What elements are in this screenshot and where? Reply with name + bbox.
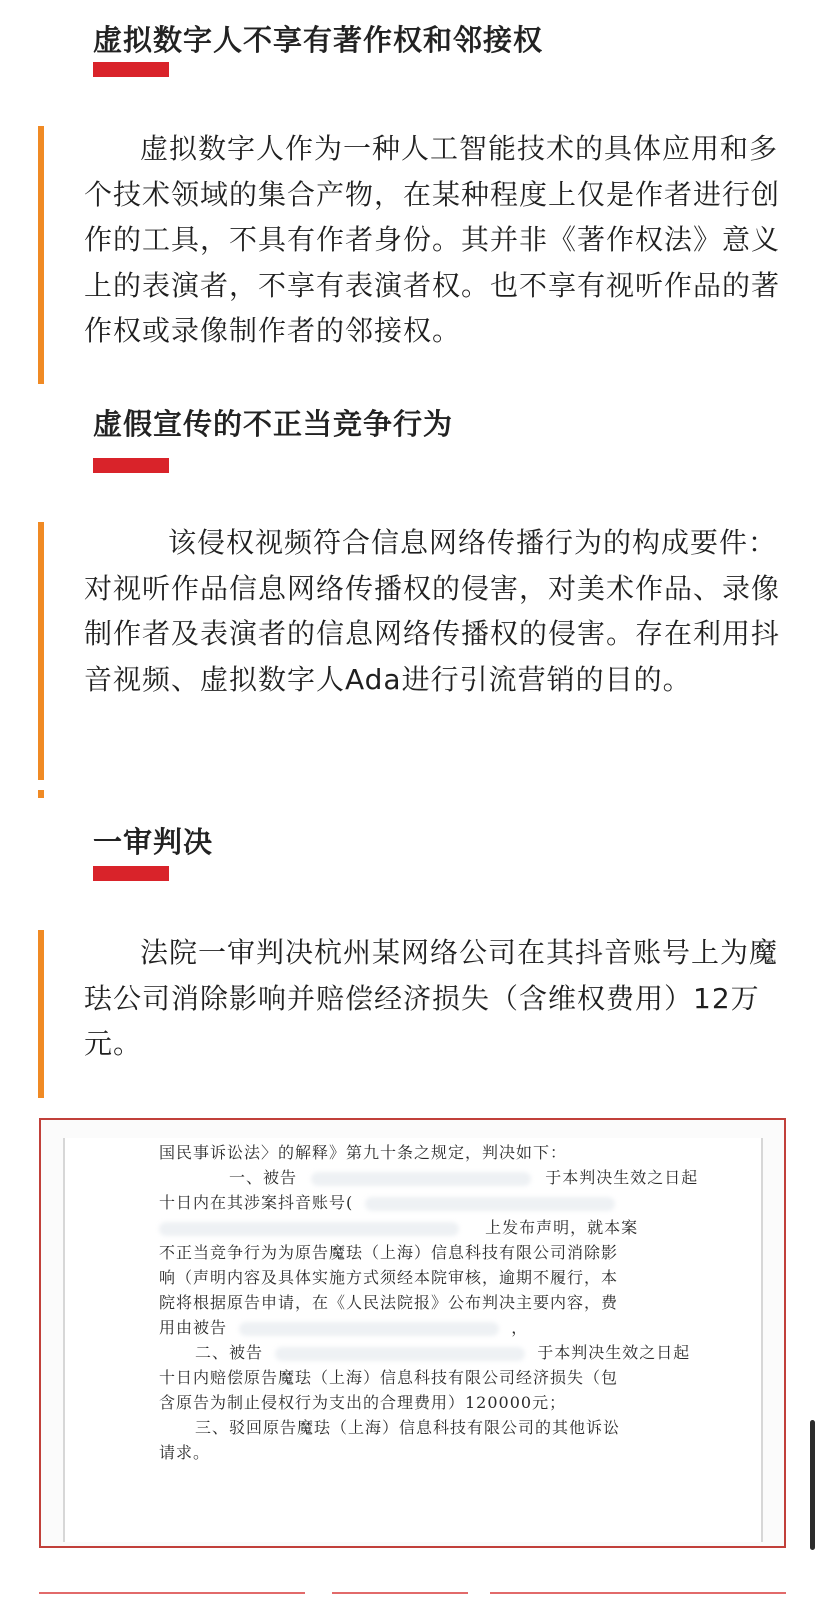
section-heading-1: 虚拟数字人不享有著作权和邻接权 xyxy=(93,23,544,57)
scrollbar-thumb[interactable] xyxy=(810,1420,815,1550)
section-side-bar-2 xyxy=(38,522,44,780)
doc-line-13: 请求。 xyxy=(159,1443,211,1462)
page-edge-right xyxy=(761,1138,763,1542)
redacted-account-cont xyxy=(159,1222,459,1236)
doc-line-5: 不正当竞争行为为原告魔珐（上海）信息科技有限公司消除影 xyxy=(159,1243,619,1262)
doc-line-6: 响（声明内容及具体实施方式须经本院审核，逾期不履行，本 xyxy=(159,1268,619,1287)
doc-line-10: 十日内赔偿原告魔珐（上海）信息科技有限公司经济损失（包 xyxy=(159,1368,619,1387)
redacted-name-2 xyxy=(239,1322,499,1336)
doc-text-effective-date-2: 于本判决生效之日起 xyxy=(537,1343,691,1362)
judgment-document-image xyxy=(39,1118,786,1548)
bottom-divider-3 xyxy=(490,1592,786,1594)
section-body-2: 该侵权视频符合信息网络传播行为的构成要件：对视听作品信息网络传播权的侵害，对美术作品、录像制作者及表演者的信息网络传播权的侵害。存在利用抖音视频、虚拟数字人Ada进行引流营销的目的。 xyxy=(84,526,781,696)
bottom-divider-2 xyxy=(332,1592,468,1594)
doc-line-8 xyxy=(159,1315,528,1338)
doc-line-1: 国民事诉讼法〉的解释》第九十条之规定，判决如下： xyxy=(159,1143,568,1162)
redacted-account xyxy=(365,1197,615,1211)
section-heading-2: 虚假宣传的不正当竞争行为 xyxy=(93,407,454,441)
section-body-1: 虚拟数字人作为一种人工智能技术的具体应用和多个技术领域的集合产物，在某种程度上仅是作者进行创作的工具，不具有作者身份。其并非《著作权法》意义上的表演者，不享有表演者权。也不享有视听作品的著作权或录像制作者的邻接权。 xyxy=(84,132,781,347)
doc-text-cost-bearer: 用由被告 xyxy=(159,1318,228,1337)
page-edge-left xyxy=(63,1138,65,1542)
doc-line-7: 院将根据原告申请，在《人民法院报》公布判决主要内容，费 xyxy=(159,1293,619,1312)
doc-line-11: 含原告为制止侵权行为支出的合理费用）120000元； xyxy=(159,1393,567,1412)
heading-underline-2 xyxy=(93,458,169,473)
doc-text-defendant-2: 二、被告 xyxy=(195,1343,264,1362)
doc-text-defendant-1: 一、被告 xyxy=(229,1168,298,1187)
doc-text-statement: 上发布声明，就本案 xyxy=(485,1218,639,1237)
redacted-name-1 xyxy=(311,1172,531,1186)
doc-line-9 xyxy=(195,1340,690,1363)
section-side-bar-1 xyxy=(38,126,44,384)
doc-line-3 xyxy=(159,1190,615,1213)
heading-underline-3 xyxy=(93,866,169,881)
section-side-bar-2-tail xyxy=(38,790,44,798)
doc-text-comma: ， xyxy=(511,1318,529,1337)
doc-line-4 xyxy=(159,1215,638,1238)
bottom-divider-1 xyxy=(39,1592,305,1594)
doc-line-2 xyxy=(229,1165,698,1188)
doc-line-12: 三、驳回原告魔珐（上海）信息科技有限公司的其他诉讼 xyxy=(195,1418,621,1437)
section-side-bar-3 xyxy=(38,930,44,1098)
section-heading-3: 一审判决 xyxy=(93,825,214,859)
doc-text-effective-date-1: 于本判决生效之日起 xyxy=(545,1168,699,1187)
heading-underline-1 xyxy=(93,62,169,77)
section-body-3: 法院一审判决杭州某网络公司在其抖音账号上为魔珐公司消除影响并赔偿经济损失（含维权费用）12万元。 xyxy=(84,936,779,1060)
redacted-name-3 xyxy=(275,1347,525,1361)
doc-text-account: 十日内在其涉案抖音账号( xyxy=(159,1193,354,1212)
